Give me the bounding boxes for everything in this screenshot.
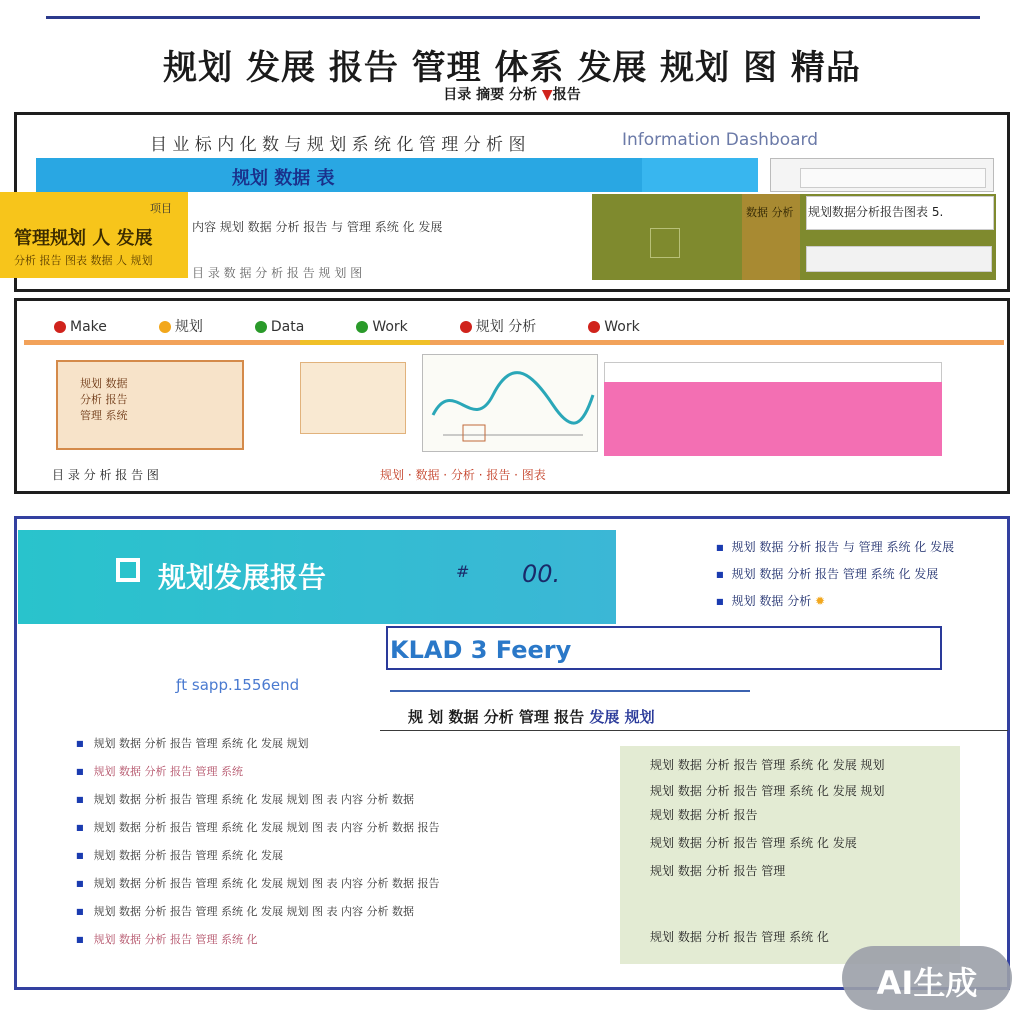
legend-row <box>50 316 688 336</box>
panel-top-text-line-1: 内容 规划 数据 分析 报告 与 管理 系统 化 发展 <box>192 220 443 234</box>
legend-item <box>584 319 639 335</box>
bullet-item: ■ 规划 数据 分析 报告 管理 系统 化 <box>76 932 616 960</box>
legend-dot-icon <box>588 321 600 333</box>
yellow-callout-tag: 项目 <box>150 202 172 215</box>
legend-label: Data <box>270 319 305 335</box>
legend-dot-icon <box>255 321 267 333</box>
page-title: 规划 发展 报告 管理 体系 发展 规划 图 精品 <box>163 48 861 88</box>
link-text[interactable]: ƒt sapp.1556end <box>176 676 300 694</box>
banner-symbol: # <box>456 562 470 581</box>
summary-card-line: 规划 数据 分析 报告 管理 系统 化 发展 规划 <box>650 758 885 772</box>
banner-square-icon <box>116 558 140 582</box>
legend-dot-icon <box>460 321 472 333</box>
kad-field-label: KLAD 3 Feery <box>390 636 572 664</box>
legend-item <box>352 319 407 335</box>
top-rule <box>46 16 980 19</box>
section-heading-text: 规 划 数据 分析 管理 报告 <box>408 708 590 726</box>
subtitle-suffix: 报告 <box>552 87 581 103</box>
gray-panel-field <box>800 168 986 188</box>
illustration-tile-shelf-text <box>80 376 128 424</box>
legend-item <box>50 319 107 335</box>
tile-text-line: 管理 系统 <box>80 409 128 422</box>
right-bullet-item: ■ 规划 数据 分析 报告 管理 系统 化 发展 <box>716 565 1006 582</box>
wave-illustration-icon <box>423 355 599 453</box>
section-heading-highlight: 发展 规划 <box>589 708 655 726</box>
subtitle-prefix: 目录 摘要 分析 <box>443 87 542 103</box>
yellow-callout-card <box>0 192 188 278</box>
blue-header-bar-extension <box>642 158 758 192</box>
right-bullet-item: ■ 规划 数据 分析 报告 与 管理 系统 化 发展 <box>716 538 1006 555</box>
summary-card-line: 规划 数据 分析 报告 <box>650 808 758 822</box>
illustration-tile-wave <box>422 354 598 452</box>
panel-top-caption-right: Information Dashboard <box>622 130 819 150</box>
tile-text-line: 分析 报告 <box>80 393 128 406</box>
panel-middle-caption-right: 规划 · 数据 · 分析 · 报告 · 图表 <box>380 468 546 482</box>
right-bullet-text: 规划 数据 分析 <box>731 594 812 608</box>
legend-item <box>155 319 203 335</box>
legend-label: Make <box>70 319 107 335</box>
bullet-item: ■ 规划 数据 分析 报告 管理 系统 化 发展 规划 <box>76 736 616 764</box>
section-heading <box>408 706 655 727</box>
legend-dot-icon <box>54 321 66 333</box>
action-tile[interactable] <box>806 246 992 272</box>
legend-dot-icon <box>356 321 368 333</box>
legend-item <box>251 319 304 335</box>
banner-title: 规划发展报告 <box>158 561 327 594</box>
legend-item <box>456 319 536 335</box>
page-subtitle <box>0 84 1024 104</box>
summary-card-line: 规划 数据 分析 报告 管理 系统 化 发展 规划 <box>650 784 885 798</box>
olive-block-frame <box>650 228 680 258</box>
legend-label: Work <box>604 319 640 335</box>
legend-label: Work <box>372 319 408 335</box>
blue-header-bar <box>36 158 642 192</box>
ai-badge-label: AI生成 <box>876 964 978 1002</box>
summary-card-line: 规划 数据 分析 报告 管理 系统 化 <box>650 930 829 944</box>
blue-header-bar-label: 规划 数据 表 <box>232 168 335 189</box>
bullet-item: ■ 规划 数据 分析 报告 管理 系统 化 发展 规划 图 表 内容 分析 数据 报告 <box>76 876 616 904</box>
info-tile-label: 规划数据分析报告图表 5. <box>808 205 944 219</box>
legend-label: 规划 分析 <box>475 319 537 335</box>
tile-text-line: 规划 数据 <box>80 377 128 390</box>
illustration-tile-card <box>300 362 406 434</box>
summary-card-line: 规划 数据 分析 报告 管理 <box>650 864 786 878</box>
yellow-divider-segment <box>300 340 430 345</box>
section-rule <box>380 730 1008 731</box>
right-bullet-list <box>716 538 1006 619</box>
bullet-item: ■ 规划 数据 分析 报告 管理 系统 化 发展 <box>76 848 616 876</box>
right-bullet-item <box>716 592 1006 609</box>
legend-label: 规划 <box>174 319 203 335</box>
banner-number: 00. <box>522 560 561 588</box>
tan-block-label: 数据 分析 <box>746 206 794 219</box>
summary-card <box>620 746 960 964</box>
sun-icon: ✹ <box>815 594 826 608</box>
bullet-item: ■ 规划 数据 分析 报告 管理 系统 化 发展 规划 图 表 内容 分析 数据 <box>76 792 616 820</box>
yellow-callout-title: 管理规划 人 发展 <box>14 228 153 249</box>
yellow-callout-note: 分析 报告 图表 数据 人 规划 <box>14 254 153 267</box>
panel-top-caption: 目 业 标 内 化 数 与 规 划 系 统 化 管 理 分 析 图 <box>150 135 526 155</box>
bullet-item: ■ 规划 数据 分析 报告 管理 系统 <box>76 764 616 792</box>
bullet-item: ■ 规划 数据 分析 报告 管理 系统 化 发展 规划 图 表 内容 分析 数据 报告 <box>76 820 616 848</box>
summary-card-line: 规划 数据 分析 报告 管理 系统 化 发展 <box>650 836 857 850</box>
kad-underline <box>390 690 750 692</box>
panel-middle-caption: 目 录 分 析 报 告 图 <box>52 468 159 482</box>
panel-top-text-line-2: 目 录 数 据 分 析 报 告 规 划 图 <box>192 266 363 280</box>
subtitle-marker-icon: ▼ <box>541 87 553 103</box>
orange-divider <box>24 340 1004 345</box>
pink-block <box>604 382 942 456</box>
legend-dot-icon <box>159 321 171 333</box>
bullet-list <box>76 736 616 960</box>
bullet-item: ■ 规划 数据 分析 报告 管理 系统 化 发展 规划 图 表 内容 分析 数据 <box>76 904 616 932</box>
